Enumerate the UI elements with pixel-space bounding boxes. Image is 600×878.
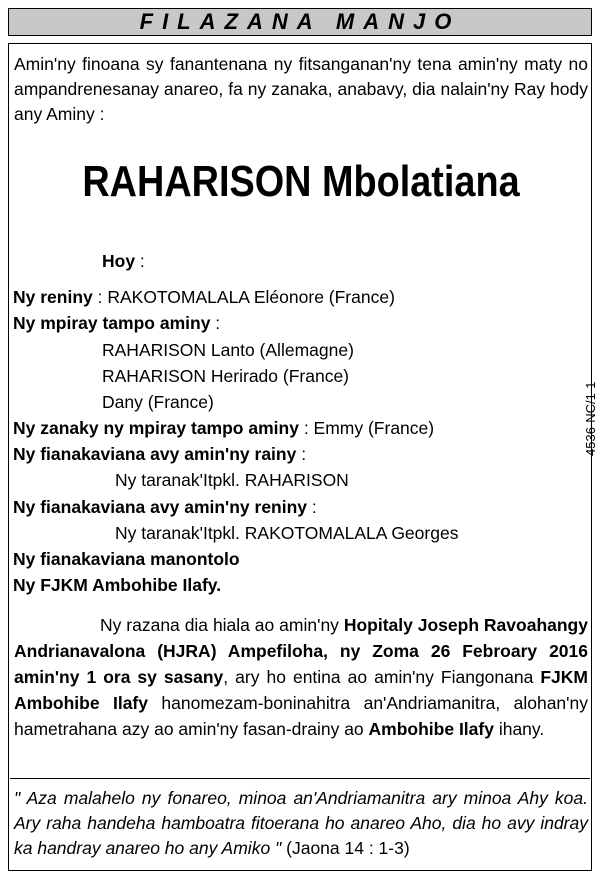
siblings-line: [13, 311, 220, 336]
nephews-label: Ny zanaky ny mpiray tampo aminy: [13, 418, 299, 438]
sibling-item: Dany (France): [102, 392, 214, 412]
announcement-text: hanomezam-boninahitra an'Andriamanitra, alohan'ny hametrahana azy ao amin'ny fasan-drainy ao: [14, 693, 588, 739]
siblings-label: Ny mpiray tampo aminy: [13, 313, 211, 333]
announcement-text: ihany.: [493, 719, 545, 739]
siblings-suffix: :: [210, 313, 221, 333]
nephews-value: : Emmy (France): [298, 418, 435, 438]
hoy-line: [102, 249, 145, 274]
church-family: Ny FJKM Ambohibe Ilafy.: [13, 575, 222, 595]
father-family-value: Ny taranak'Itpkl. RAHARISON: [115, 470, 349, 490]
nephews-line: [13, 416, 434, 441]
side-code: 4536-NC/1-1: [583, 381, 598, 456]
mother-line: [13, 285, 395, 310]
announcement-bold: Hopitaly Joseph Ravoahangy Andrianavalona (HJRA) Ampefiloha, ny Zoma 26 Febroary 2016 amin'ny 1 ora sy sasany: [14, 615, 588, 687]
mother-family-value: Ny taranak'Itpkl. RAKOTOMALALA Georges: [115, 523, 459, 543]
sibling-item: RAHARISON Lanto (Allemagne): [102, 340, 354, 360]
quote-text: " Aza malahelo ny fonareo, minoa an'Andriamanitra ary minoa Ahy koa. Ary raha handeha hamboatra fitoerana ho anareo Aho, dia ho avy indray ka handray anareo ho any Amiko ": [14, 788, 588, 858]
sibling-item: RAHARISON Herirado (France): [102, 366, 349, 386]
mother-family-label: Ny fianakaviana avy amin'ny reniny: [13, 497, 308, 517]
announcement-paragraph: [14, 612, 588, 742]
announcement-bold: Ambohibe Ilafy: [368, 719, 494, 739]
bible-quote: [14, 786, 588, 861]
mother-label: Ny reniny: [13, 287, 93, 307]
announcement-text: Ny razana dia hiala ao amin'ny: [100, 615, 344, 635]
father-family-line: [13, 442, 306, 467]
hoy-suffix: :: [135, 251, 145, 271]
extended-family: Ny fianakaviana manontolo: [13, 549, 240, 569]
hoy-label: Hoy: [102, 251, 136, 271]
announcement-bold: FJKM Ambohibe Ilafy: [14, 667, 588, 713]
notice-header: FILAZANA MANJO: [8, 8, 592, 36]
father-family-suffix: :: [296, 444, 307, 464]
quote-divider: [10, 778, 590, 779]
announcement-text: , ary ho entina ao amin'ny Fiangonana: [223, 667, 541, 687]
mother-family-suffix: :: [307, 497, 317, 517]
mother-family-line: [13, 495, 317, 520]
deceased-name: RAHARISON Mbolatiana: [82, 157, 520, 206]
quote-reference: (Jaona 14 : 1-3): [281, 838, 410, 858]
intro-text: Amin'ny finoana sy fanantenana ny fitsanganan'ny tena amin'ny maty no ampandrenesanay anareo, fa ny zanaka, anabavy, dia nalain'ny Ray hody any Aminy :: [14, 54, 588, 124]
father-family-label: Ny fianakaviana avy amin'ny rainy: [13, 444, 297, 464]
mother-value: : RAKOTOMALALA Eléonore (France): [92, 287, 395, 307]
